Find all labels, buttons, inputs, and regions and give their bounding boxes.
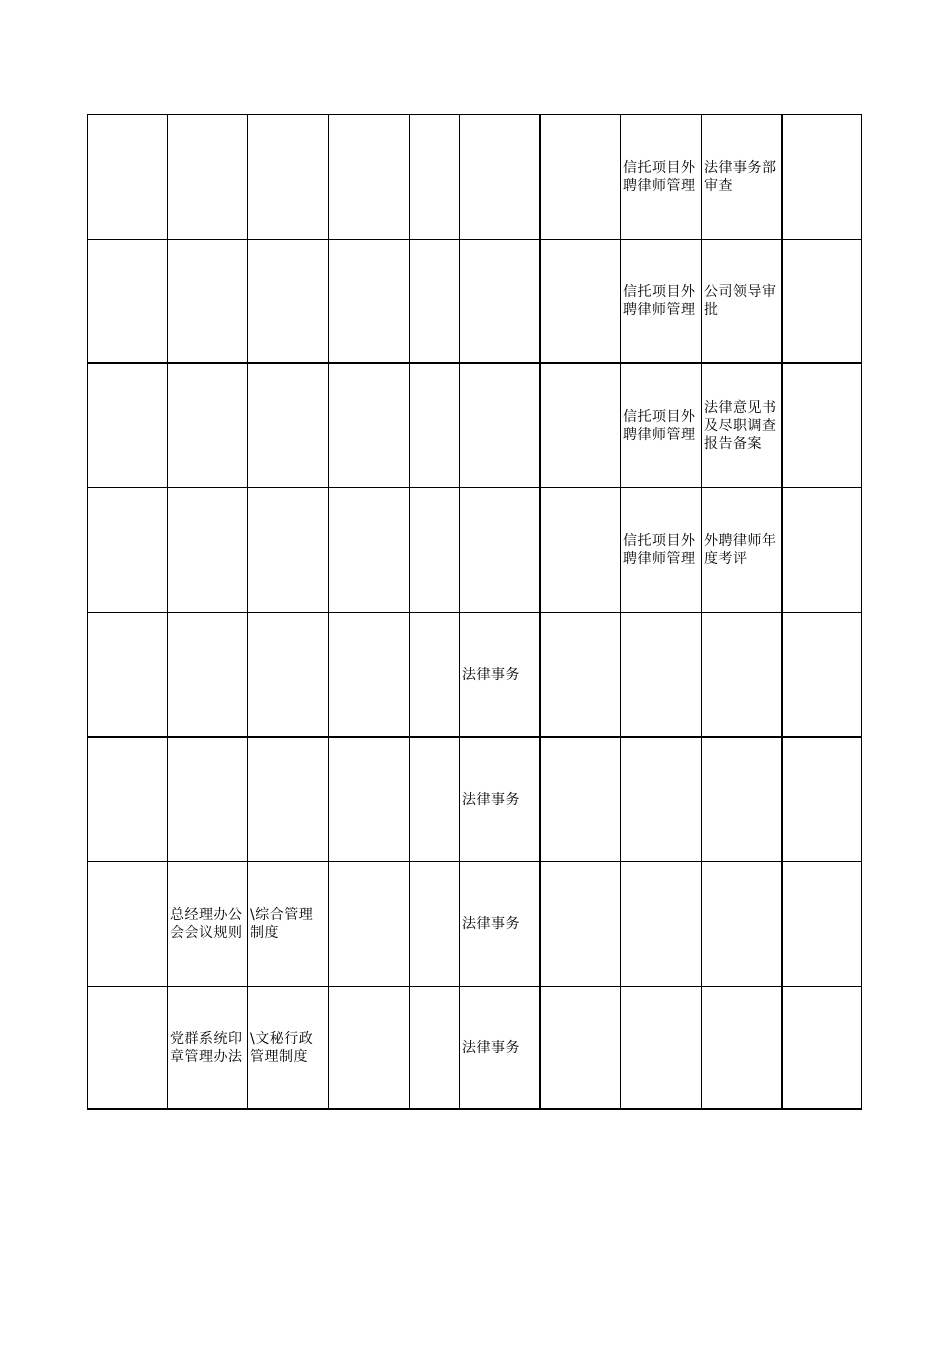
table-cell: 党群系统印 章管理办法 [170, 1030, 243, 1065]
table-cell: 法律意见书 及尽职调查 报告备案 [704, 399, 777, 452]
table-cell: 信托项目外 聘律师管理 [623, 408, 696, 443]
table-cell: 法律事务 [462, 1039, 520, 1056]
table-cell: 法律事务部 审查 [704, 160, 777, 194]
table-cell: 总经理办公 会会议规则 [170, 907, 243, 941]
table-cell: 公司领导审 批 [704, 284, 777, 318]
table-cell: 信托项目外 聘律师管理 [623, 533, 696, 567]
table-cell: 法律事务 [462, 791, 520, 808]
table-cell: 信托项目外 聘律师管理 [623, 284, 696, 318]
table-cell: 信托项目外 聘律师管理 [623, 160, 696, 194]
table-cell: \综合管理 制度 [250, 907, 314, 941]
grid-line [87, 1108, 862, 1110]
table-cell: \文秘行政 管理制度 [250, 1030, 314, 1065]
table-cell: 法律事务 [462, 666, 520, 683]
table-cell: 法律事务 [462, 916, 520, 932]
spreadsheet-grid [87, 114, 862, 1110]
table-cell: 外聘律师年 度考评 [704, 533, 777, 567]
